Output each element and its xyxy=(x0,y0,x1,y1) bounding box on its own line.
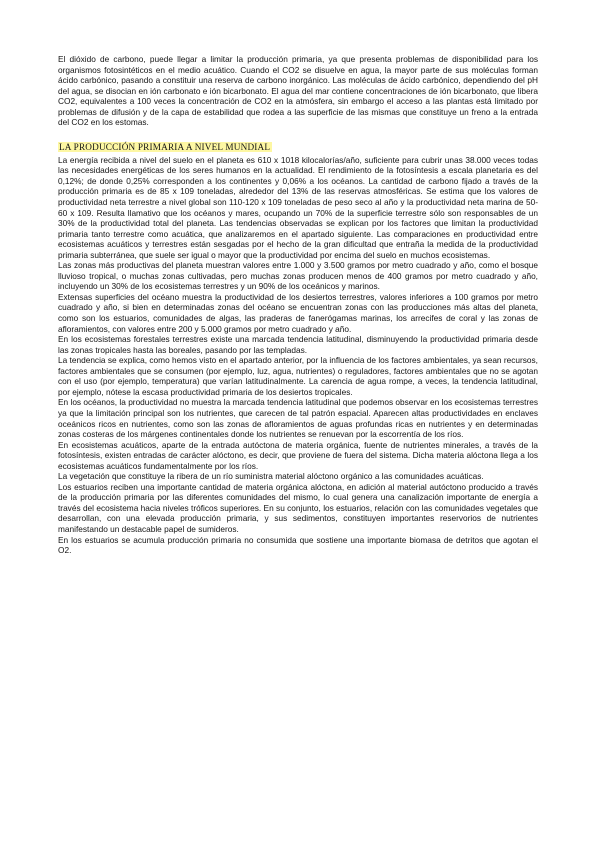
paragraph-oceano: Extensas superficies del océano muestra la productividad de los desiertos terrestres, valores inferiores a 100 gramos por metro cuadrado y año, si bien en determinadas zonas del océano se encuentran zonas con las producciones más altas del planeta, como son los estuarios, comunidades de algas, las praderas de fanerógamas marinas, los arrecifes de coral y las zonas de afloramientos, con valores entre 200 y 5.000 gramos por metro cuadrado y año. xyxy=(58,291,538,334)
paragraph-estuarios: Los estuarios reciben una importante cantidad de materia orgánica alóctona, en adición al material autóctono producido a través de la producción primaria por las diferentes comunidades del mismo, lo cual genera una canalización importante de energía a través del ecosistema hacia niveles tróficos superiores. En su conjunto, los estuarios, relación con las comunidades vegetales que desarrollan, con una elevada producción primaria, y sus sedimentos, constituyen importantes reservorios de nutrientes manifestando un destacable papel de sumideros. xyxy=(58,481,538,534)
paragraph-energia: La energía recibida a nivel del suelo en el planeta es 610 x 1018 kilocalorías/año, suficiente para cubrir unas 38.000 veces todas las necesidades energéticas de los seres humanos en la actualidad. El rendimiento de la fotosíntesis a escala planetaria es del 0,12%; de donde 0,25% corresponden a los continentes y 0,06% a los océanos. La cantidad de carbono fijado a través de la producción primaria es de 85 x 109 toneladas, alrededor del 13% de las reservas atmosféricas. Se estima que los valores de productividad neta terrestre a nivel global son 110-120 x 109 toneladas de peso seco al año y la productividad neta marina de 50-60 x 109. Resulta llamativo que los océanos y mares, ocupando un 70% de la superficie terrestre sólo son responsables de un 30% de la productividad total del planeta. Las tendencias observadas se explican por los factores que limitan la productividad primaria tanto terrestre como acuática, que analizaremos en el apartado siguiente. Las comparaciones en productividad entre ecosistemas acuáticos y terrestres están sesgadas por el hecho de la gran dificultad que entraña la medida de la productividad primaria subterránea, que suele ser igual o mayor que la productividad por encima del suelo en muchos ecosistemas. xyxy=(58,154,538,260)
paragraph-oceanos-latitud: En los océanos, la productividad no muestra la marcada tendencia latitudinal que podemos observar en los ecosistemas terrestres ya que la limitación principal son los nutrientes, que carecen de tal patrón espacial. Aparecen altas productividades en enclaves oceánicos ricos en nutrientes, como son las zonas de afloramientos de aguas profundas ricas en nutrientes y en determinadas zonas costeras de los márgenes continentales donde los nutrientes se renuevan por la escorrentía de los ríos. xyxy=(58,397,538,440)
paragraph-ribera: La vegetación que constituye la ribera de un río suministra material alóctono orgánico a las comunidades acuáticas. xyxy=(58,471,484,482)
paragraph-forestales: En los ecosistemas forestales terrestres existe una marcada tendencia latitudinal, disminuyendo la productividad primaria desde las zonas tropicales hasta las boreales, pasando por las templadas. xyxy=(58,334,538,355)
section-heading: LA PRODUCCIÓN PRIMARIA A NIVEL MUNDIAL xyxy=(59,141,271,152)
section-heading-row xyxy=(58,137,538,155)
paragraph-tendencia: La tendencia se explica, como hemos visto en el apartado anterior, por la influencia de los factores ambientales, ya sean recursos, factores ambientales que se consumen (por ejemplo, luz, agua, nutrientes) o reguladores, factores ambientales que no se agotan con el uso (por ejemplo, temperatura) que varían latitudinalmente. La carencia de agua rompe, a veces, la tendencia latitudinal, por ejemplo, nótese la escasa productividad primaria de los desiertos tropicales. xyxy=(58,355,538,397)
paragraph-zonas-productivas: Las zonas más productivas del planeta muestran valores entre 1.000 y 3.500 gramos por metro cuadrado y año, como el bosque lluvioso tropical, o muchas zonas cultivadas, pero muchas zonas producen menos de 400 gramos por metro cuadrado y año, incluyendo un 30% de los ecosistemas terrestres y un 90% de los oceánicos y marinos. xyxy=(58,260,538,292)
paragraph-acuaticos: En ecosistemas acuáticos, aparte de la entrada autóctona de materia orgánica, fuente de nutrientes minerales, a través de la fotosíntesis, existen entradas de carácter alóctono, es decir, que proviene de fuera del sistema. Dicha materia alóctona llega a los ecosistemas acuáticos fundamentalmente por los ríos. xyxy=(58,439,538,471)
paragraph-detritos: En los estuarios se acumula producción primaria no consumida que sostiene una importante biomasa de detritos que agotan el O2. xyxy=(58,534,538,556)
intro-paragraph: El dióxido de carbono, puede llegar a limitar la producción primaria, ya que presenta problemas de disponibilidad para los organismos fotosintéticos en el medio acuático. Cuando el CO2 se disuelve en agua, la mayor parte de sus moléculas forman ácido carbónico, pasando a constituir una reserva de carbono inorgánico. Las moléculas de ácido carbónico, dependiendo del pH del agua, se disocian en ión carbonato e ión bicarbonato. El agua del mar contiene concentraciones de ión bicarbonato, que libera CO2, equivalentes a 100 veces la concentración de CO2 en la atmósfera, sin embargo el acceso a las plantas está limitado por problemas de difusión y de la capa de estabilidad que rodea a las superficie de las mismas que constituye un freno a la entrada del CO2 en los estomas. xyxy=(58,54,538,128)
